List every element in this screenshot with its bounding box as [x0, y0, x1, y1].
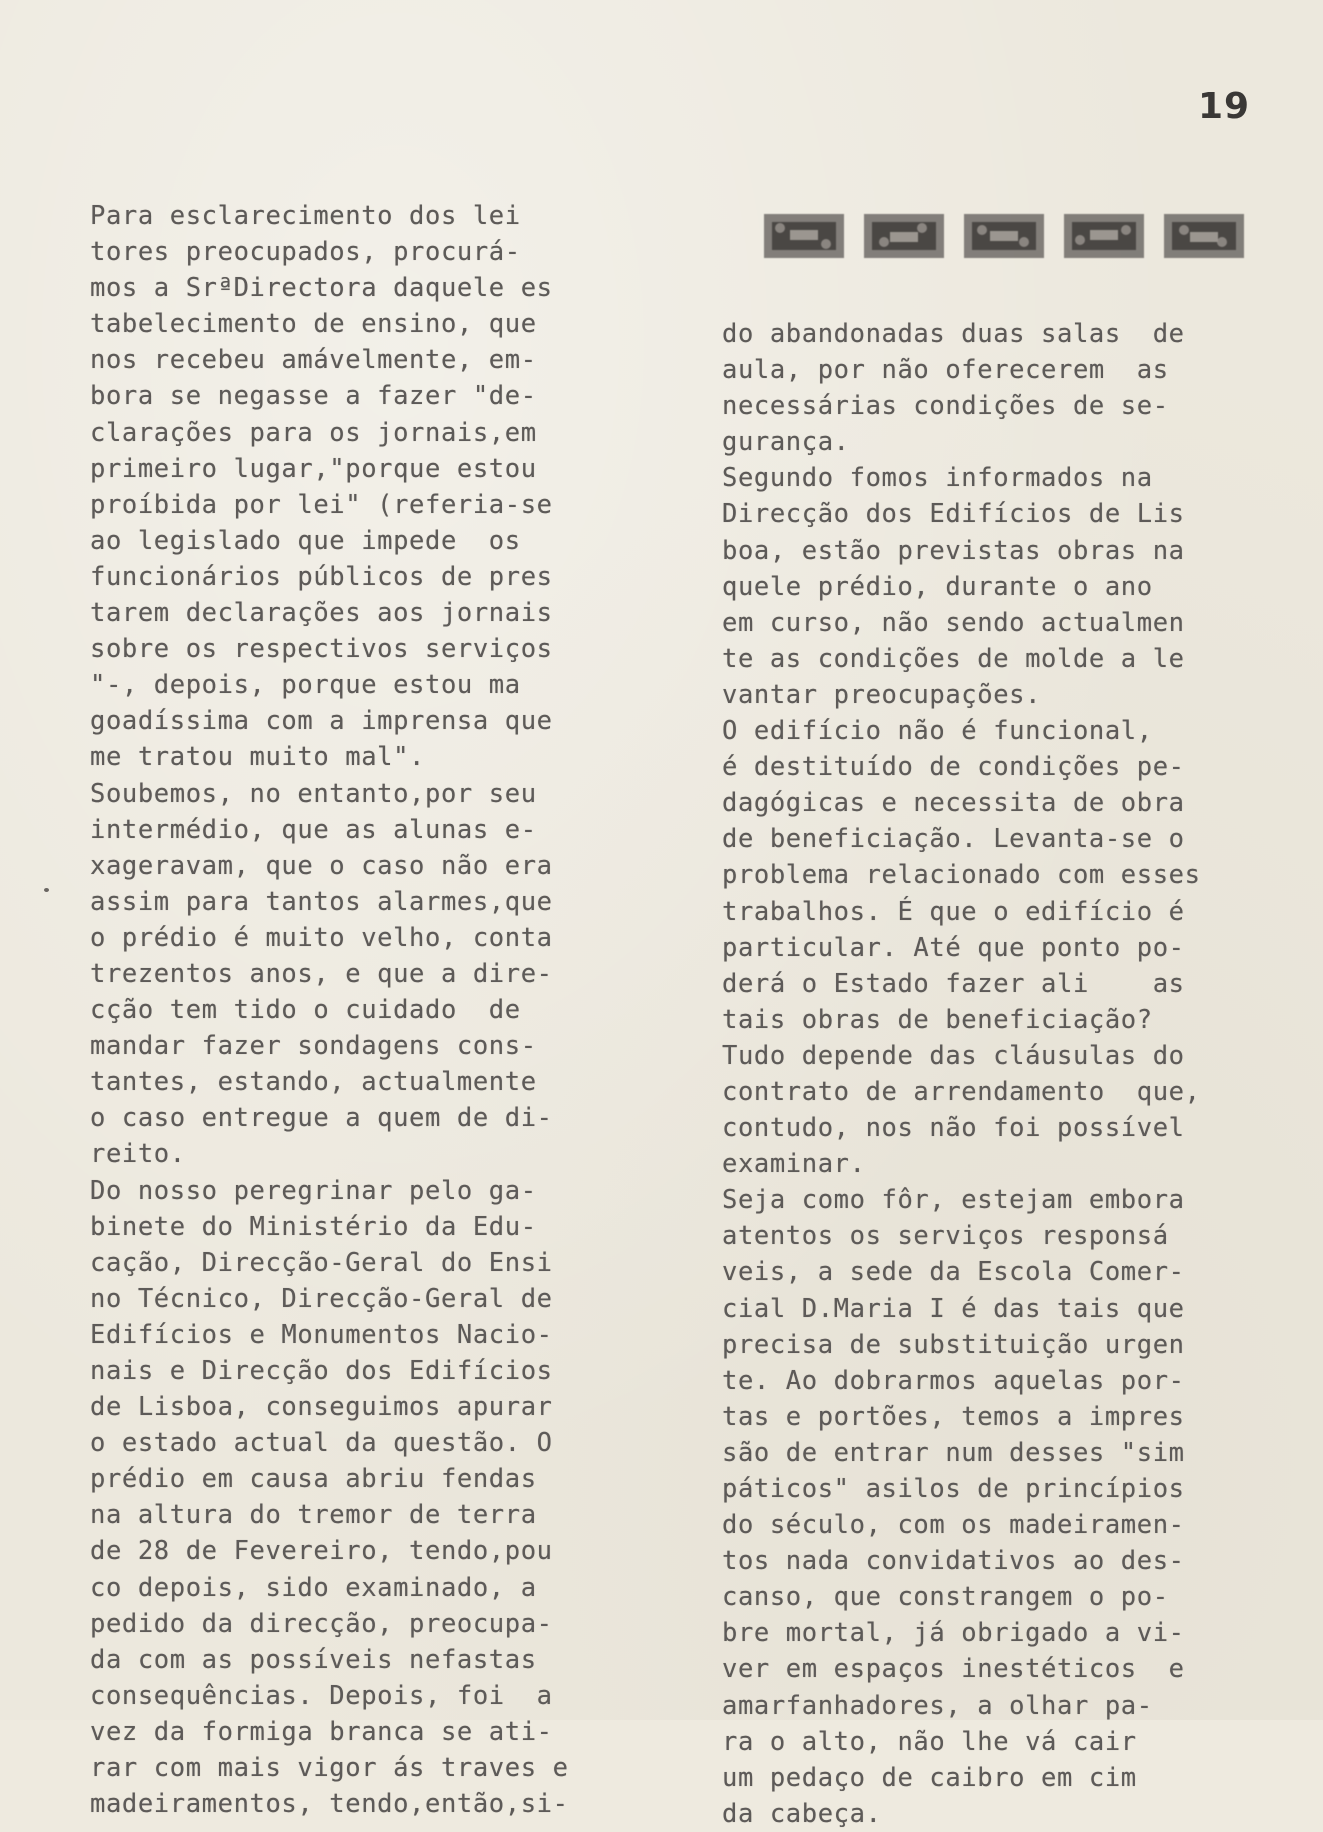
text-line: proíbida por lei" (referia-se — [90, 489, 553, 520]
text-line: o prédio é muito velho, conta — [90, 922, 553, 953]
text-line: tabelecimento de ensino, que — [90, 309, 537, 340]
text-line: tas e portões, temos a impres — [722, 1401, 1185, 1432]
text-line: Soubemos, no entanto,por seu — [90, 778, 537, 809]
text-line: da com as possíveis nefastas — [90, 1644, 537, 1675]
text-line: cial D.Maria I é das tais que — [722, 1293, 1185, 1324]
text-line: do século, com os madeiramen- — [722, 1510, 1185, 1541]
text-line: co depois, sido examinado, a — [90, 1572, 537, 1603]
text-line: contrato de arrendamento que, — [722, 1076, 1201, 1107]
text-line: consequências. Depois, foi a — [90, 1680, 553, 1711]
right-text-column — [722, 316, 1312, 1832]
text-line: O edifício não é funcional, — [722, 716, 1153, 747]
text-line: mos a SrªDirectora daquele es — [90, 273, 553, 304]
text-line: tos nada convidativos ao des- — [722, 1546, 1185, 1577]
text-line: bre mortal, já obrigado a vi- — [722, 1618, 1185, 1649]
text-line: um pedaço de caibro em cim — [722, 1762, 1137, 1793]
text-line: rar com mais vigor ás traves e — [90, 1753, 569, 1784]
text-line: examinar. — [722, 1149, 866, 1180]
text-line: particular. Até que ponto po- — [722, 932, 1185, 963]
text-line: mandar fazer sondagens cons- — [90, 1031, 537, 1062]
text-line: xageravam, que o caso não era — [90, 850, 553, 881]
text-line: assim para tantos alarmes,que — [90, 886, 553, 917]
text-line: nais e Direcção dos Edifícios — [90, 1356, 553, 1386]
text-line: veis, a sede da Escola Comer- — [722, 1257, 1185, 1288]
text-line: boa, estão previstas obras na — [722, 535, 1185, 566]
text-line: intermédio, que as alunas e- — [90, 814, 537, 845]
text-line: binete do Ministério da Edu- — [90, 1211, 537, 1242]
text-line: Direcção dos Edifícios de Lis — [722, 499, 1185, 530]
text-line: precisa de substituição urgen — [722, 1329, 1185, 1360]
text-line: cção tem tido o cuidado de — [90, 995, 521, 1026]
text-line: te. Ao dobrarmos aquelas por- — [722, 1365, 1185, 1396]
text-line: madeiramentos, tendo,então,si- — [90, 1789, 569, 1820]
masthead-glyph — [1060, 208, 1148, 264]
text-line: de beneficiação. Levanta-se o — [722, 824, 1185, 855]
text-line: páticos" asilos de princípios — [722, 1474, 1185, 1504]
text-line: em curso, não sendo actualmen — [722, 607, 1185, 638]
text-line: clarações para os jornais,em — [90, 417, 537, 448]
text-line: canso, que constrangem o po- — [722, 1582, 1169, 1613]
page-number: 19 — [1198, 86, 1251, 127]
text-line: necessárias condições de se- — [722, 391, 1169, 422]
text-line: é destituído de condições pe- — [722, 752, 1185, 783]
text-line: "-, depois, porque estou ma — [90, 670, 521, 701]
text-line: tantes, estando, actualmente — [90, 1067, 537, 1098]
text-line: do abandonadas duas salas de — [722, 319, 1185, 349]
ink-speck — [44, 888, 49, 892]
text-line: Tudo depende das cláusulas do — [722, 1040, 1185, 1071]
text-line: derá o Estado fazer ali as — [722, 968, 1185, 999]
text-line: prédio em causa abriu fendas — [90, 1464, 537, 1495]
text-line: atentos os serviços responsá — [722, 1221, 1169, 1252]
text-line: tarem declarações aos jornais — [90, 598, 553, 629]
text-line: trabalhos. É que o edifício é — [722, 896, 1185, 927]
text-line: Seja como fôr, estejam embora — [722, 1185, 1185, 1216]
text-line: de 28 de Fevereiro, tendo,pou — [90, 1536, 553, 1567]
text-line: bora se negasse a fazer "de- — [90, 381, 537, 412]
text-line: dagógicas e necessita de obra — [722, 788, 1185, 819]
masthead-glyph — [1160, 208, 1248, 264]
text-line: pedido da direcção, preocupa- — [90, 1608, 553, 1639]
text-line: no Técnico, Direcção-Geral de — [90, 1283, 553, 1314]
text-line: ver em espaços inestéticos e — [722, 1654, 1185, 1685]
text-line: aula, por não oferecerem as — [722, 355, 1169, 386]
left-text-column — [90, 198, 680, 1822]
text-line: sobre os respectivos serviços — [90, 634, 553, 665]
masthead-glyph — [860, 208, 948, 264]
text-line: Edifícios e Monumentos Nacio- — [90, 1319, 553, 1350]
text-line: Segundo fomos informados na — [722, 463, 1153, 494]
text-line: tais obras de beneficiação? — [722, 1004, 1153, 1035]
text-line: vantar preocupações. — [722, 679, 1042, 710]
text-line: vez da formiga branca se ati- — [90, 1716, 553, 1747]
text-line: de Lisboa, conseguimos apurar — [90, 1392, 553, 1423]
text-line: são de entrar num desses "sim — [722, 1437, 1185, 1468]
text-line: trezentos anos, e que a dire- — [90, 958, 553, 989]
text-line: gurança. — [722, 427, 850, 458]
text-line: da cabeça. — [722, 1798, 882, 1829]
text-line: Para esclarecimento dos lei — [90, 201, 521, 231]
text-line: funcionários públicos de pres — [90, 561, 553, 592]
text-line: cação, Direcção-Geral do Ensi — [90, 1247, 553, 1278]
text-line: goadíssima com a imprensa que — [90, 706, 553, 737]
text-line: contudo, nos não foi possível — [722, 1113, 1185, 1144]
text-line: problema relacionado com esses — [722, 860, 1201, 891]
text-line: nos recebeu amávelmente, em- — [90, 345, 537, 376]
text-line: na altura do tremor de terra — [90, 1500, 537, 1531]
text-line: tores preocupados, procurá- — [90, 237, 521, 268]
text-line: o caso entregue a quem de di- — [90, 1103, 553, 1134]
text-line: reito. — [90, 1139, 186, 1170]
text-line: ao legislado que impede os — [90, 525, 521, 556]
text-line: te as condições de molde a le — [722, 643, 1185, 674]
text-line: primeiro lugar,"porque estou — [90, 453, 537, 484]
text-line: quele prédio, durante o ano — [722, 571, 1153, 602]
text-line: o estado actual da questão. O — [90, 1428, 553, 1459]
text-line: amarfanhadores, a olhar pa- — [722, 1690, 1153, 1721]
text-line: me tratou muito mal". — [90, 742, 425, 773]
masthead-glyph — [960, 208, 1048, 264]
masthead-glyph — [760, 208, 848, 264]
text-line: ra o alto, não lhe vá cair — [722, 1726, 1137, 1757]
typed-masthead-ornament — [760, 204, 1270, 268]
text-line: Do nosso peregrinar pelo ga- — [90, 1175, 537, 1206]
